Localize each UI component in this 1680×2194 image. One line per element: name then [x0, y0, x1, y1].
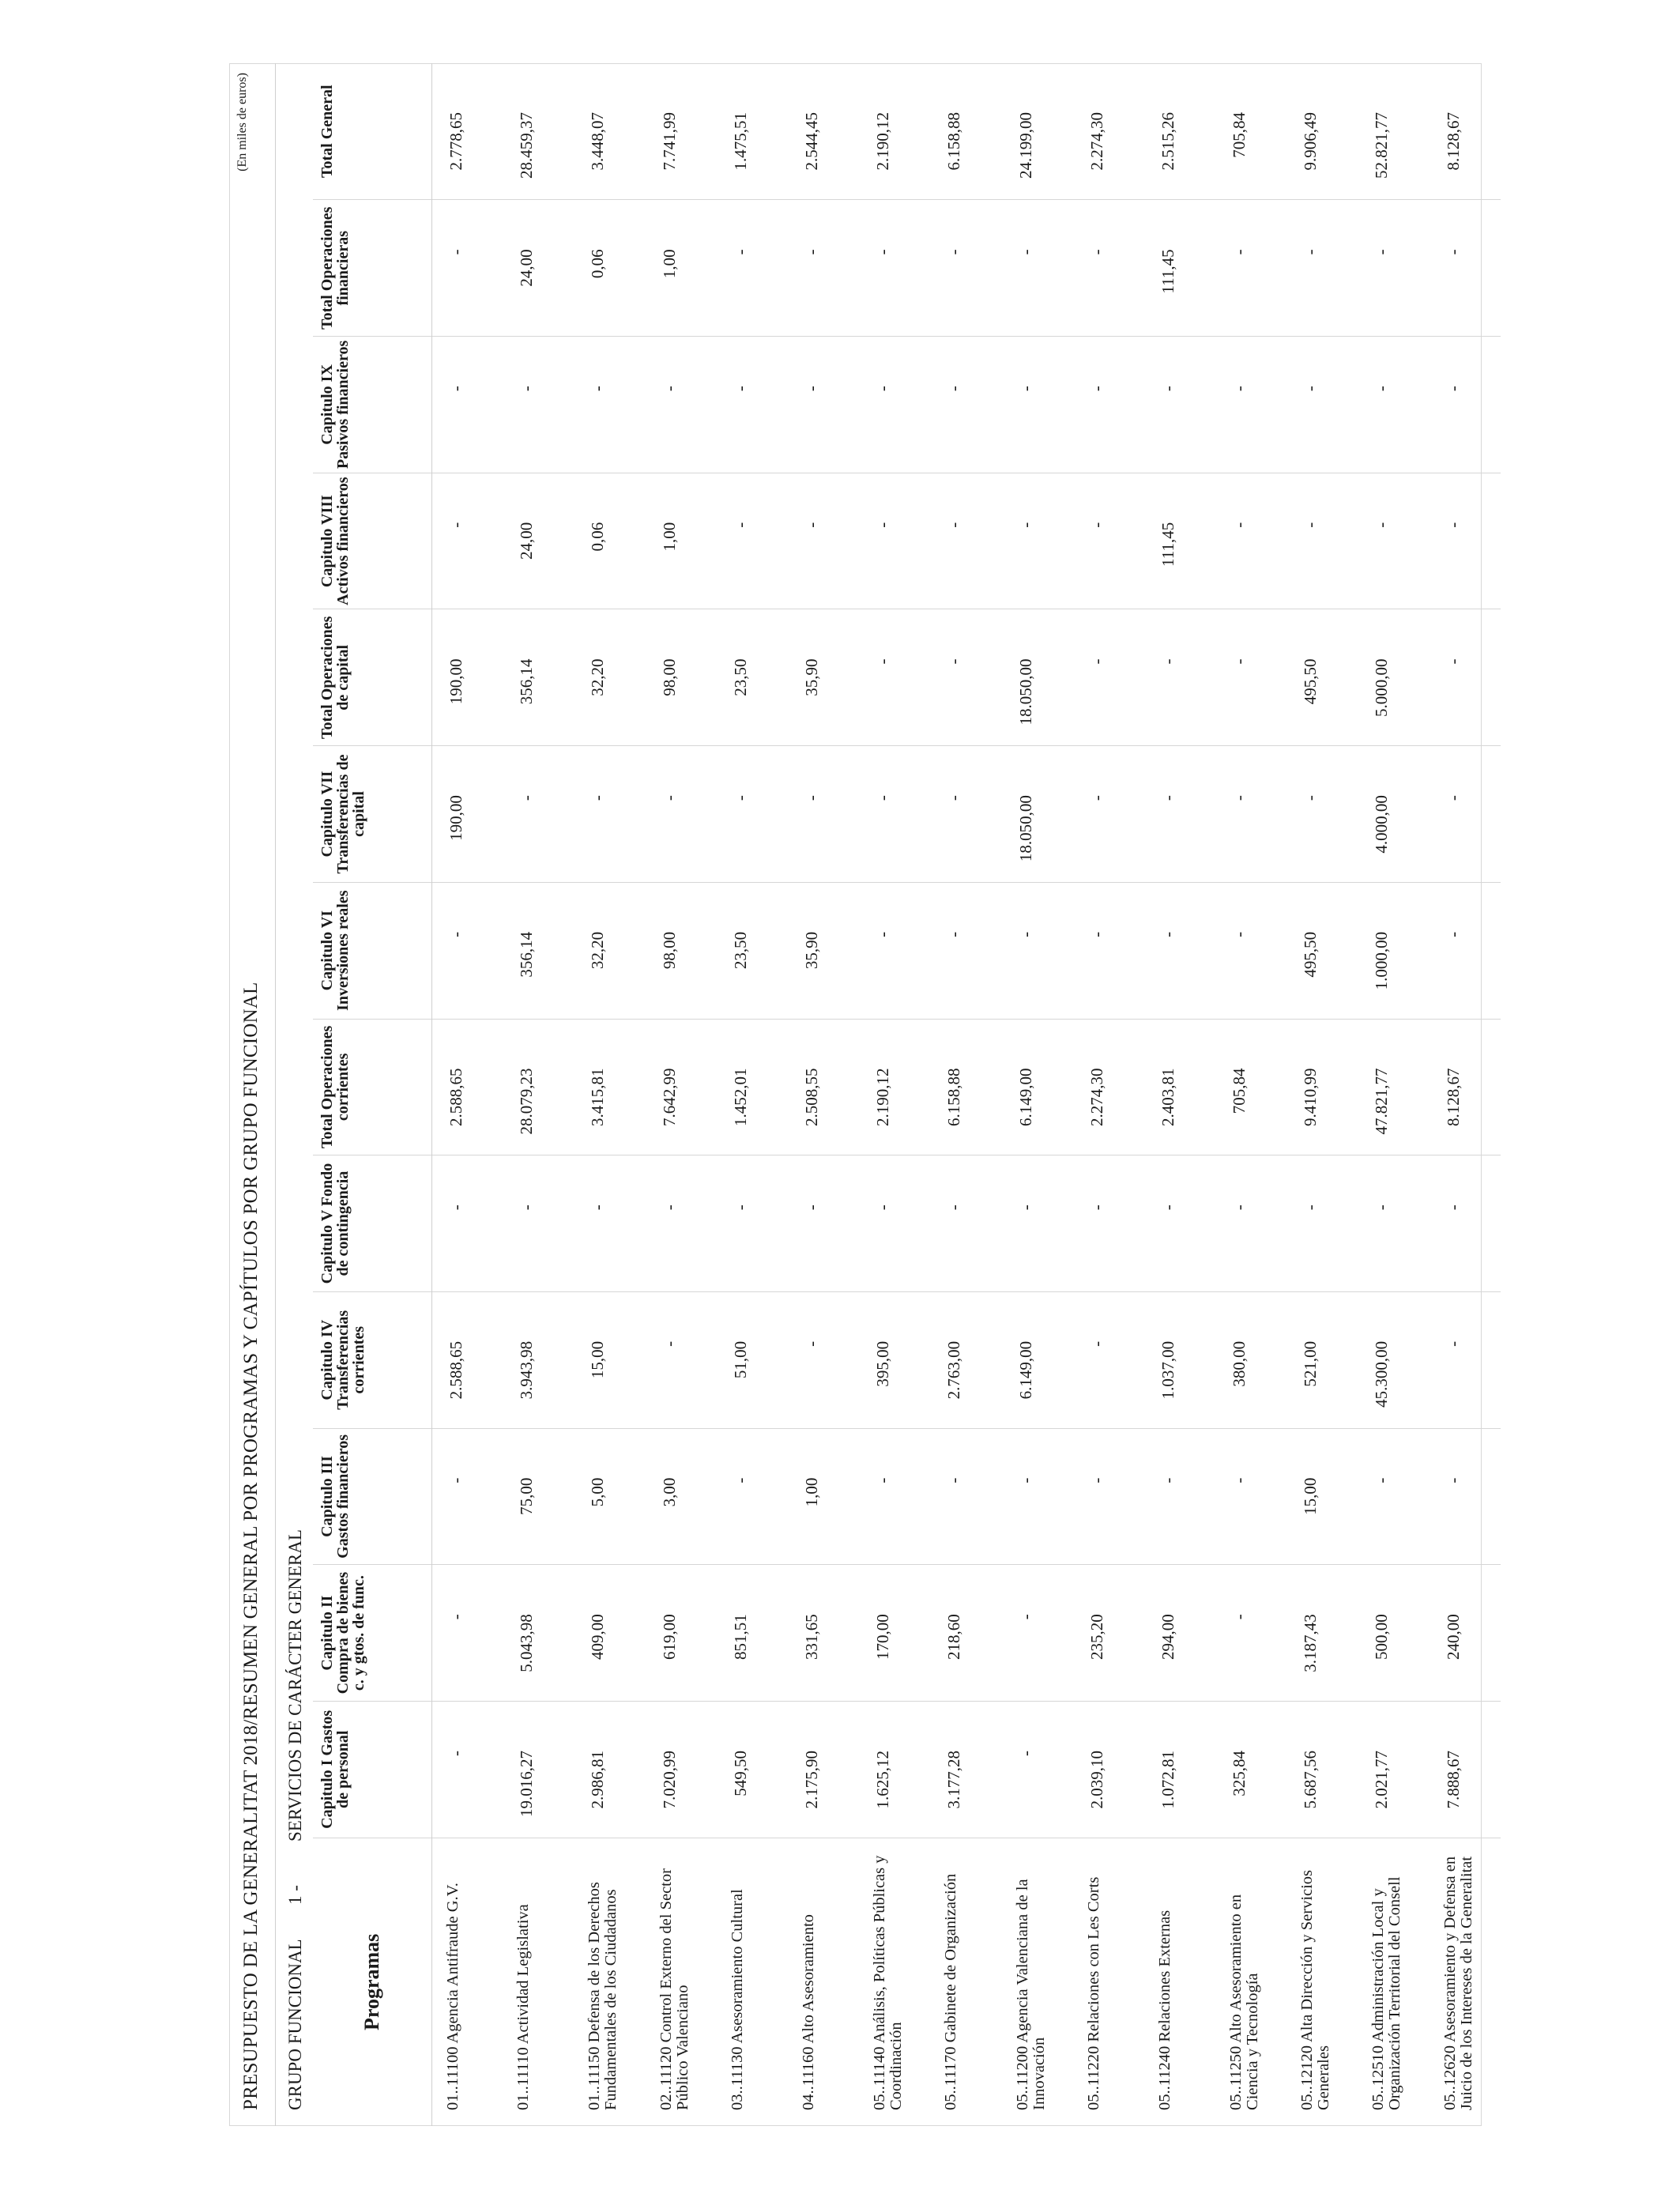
value-cell: 325,84: [1215, 1701, 1286, 1838]
value-cell: 2.175,90: [788, 1701, 859, 1838]
program-name: Agencia Valenciana de la Innovación: [1013, 1879, 1048, 2110]
value-cell: -: [1073, 609, 1144, 746]
value-cell: 8.128,67: [1430, 63, 1501, 200]
value-cell: -: [503, 1155, 574, 1292]
column-header: Capitulo VIII Activos financieros: [313, 473, 431, 609]
value-cell: 51,00: [717, 1291, 788, 1428]
value-cell: -: [717, 200, 788, 337]
value-cell: 47.821,77: [1358, 1019, 1429, 1155]
value-cell: 6.149,00: [1002, 1019, 1073, 1155]
value-cell: 549,50: [717, 1701, 788, 1838]
value-cell: 7.741,99: [646, 63, 717, 200]
value-cell: -: [930, 473, 1001, 609]
program-code: 04..11160: [799, 2046, 817, 2110]
group-label: GRUPO FUNCIONAL: [285, 1939, 305, 2110]
value-cell: 32,20: [574, 609, 645, 746]
report-title: PRESUPUESTO DE LA GENERALITAT 2018/RESUMEN GENERAL POR PROGRAMAS Y CAPÍTULOS POR GRUPO FUNCIONAL: [240, 982, 262, 2110]
value-cell: 6.158,88: [930, 63, 1001, 200]
program-code: 05..12510: [1369, 2045, 1388, 2110]
value-cell: -: [1358, 1428, 1429, 1565]
value-cell: 500,00: [1358, 1565, 1429, 1702]
value-cell: -: [1073, 473, 1144, 609]
value-cell: 111,45: [1144, 200, 1215, 337]
value-cell: -: [1430, 1291, 1501, 1428]
column-header: Total General: [313, 63, 431, 200]
value-cell: -: [503, 746, 574, 883]
value-cell: 705,84: [1215, 1019, 1286, 1155]
value-cell: 331,65: [788, 1565, 859, 1702]
value-cell: -: [930, 1155, 1001, 1292]
value-cell: 7.888,67: [1430, 1701, 1501, 1838]
value-cell: 45.300,00: [1358, 1291, 1429, 1428]
value-cell: 218,60: [930, 1565, 1001, 1702]
value-cell: -: [788, 337, 859, 473]
table-row: [574, 63, 645, 2126]
value-cell: 2.544,45: [788, 63, 859, 200]
value-cell: 2.588,65: [431, 1291, 503, 1428]
value-cell: 1.037,00: [1144, 1291, 1215, 1428]
value-cell: -: [1430, 1155, 1501, 1292]
value-cell: 9.906,49: [1286, 63, 1358, 200]
value-cell: 190,00: [431, 609, 503, 746]
value-cell: 240,00: [1430, 1565, 1501, 1702]
value-cell: -: [717, 1428, 788, 1565]
value-cell: 9.410,99: [1286, 1019, 1358, 1155]
value-cell: -: [1073, 746, 1144, 883]
table-body: [431, 63, 1501, 2126]
program-code: 05..11170: [942, 2046, 960, 2110]
value-cell: 19.016,27: [503, 1701, 574, 1838]
value-cell: -: [1430, 746, 1501, 883]
table-row: [646, 63, 717, 2126]
table-row: [1430, 63, 1501, 2126]
column-header: Total Operaciones corrientes: [313, 1019, 431, 1155]
program-cell: [1073, 1838, 1144, 2126]
program-code: 01..11150: [586, 2046, 604, 2110]
program-code: 02..11120: [657, 2046, 675, 2110]
value-cell: 15,00: [574, 1291, 645, 1428]
program-code: 05..12120: [1298, 2045, 1317, 2110]
value-cell: -: [1430, 473, 1501, 609]
value-cell: -: [859, 337, 930, 473]
program-name: Administración Local y Organización Territorial del Consell: [1369, 1876, 1404, 2110]
table-row: [1358, 63, 1429, 2126]
value-cell: 170,00: [859, 1565, 930, 1702]
value-cell: 2.778,65: [431, 63, 503, 200]
value-cell: 23,50: [717, 882, 788, 1019]
program-name: Actividad Legislativa: [514, 1904, 533, 2045]
program-cell: [574, 1838, 645, 2126]
value-cell: -: [431, 337, 503, 473]
value-cell: -: [1144, 882, 1215, 1019]
column-header: Capitulo V Fondo de contingencia: [313, 1155, 431, 1292]
program-name: Relaciones Externas: [1155, 1909, 1173, 2042]
value-cell: -: [431, 473, 503, 609]
value-cell: 1,00: [646, 200, 717, 337]
program-name: Alto Asesoramiento en Ciencia y Tecnología: [1227, 1894, 1262, 2110]
value-cell: 3.943,98: [503, 1291, 574, 1428]
program-cell: [859, 1838, 930, 2126]
value-cell: 2.508,55: [788, 1019, 859, 1155]
value-cell: -: [930, 337, 1001, 473]
program-name: Alto Asesoramiento: [799, 1914, 817, 2044]
program-code: 05..11220: [1084, 2045, 1102, 2110]
value-cell: -: [1358, 200, 1429, 337]
program-name: Control Externo del Sector Público Valenciano: [657, 1868, 691, 2110]
value-cell: 1.452,01: [717, 1019, 788, 1155]
value-cell: -: [431, 882, 503, 1019]
value-cell: -: [431, 1565, 503, 1702]
program-name: Asesoramiento Cultural: [728, 1889, 746, 2044]
program-cell: [431, 1838, 503, 2126]
value-cell: 5,00: [574, 1428, 645, 1565]
table-row: [1073, 63, 1144, 2126]
value-cell: 32,20: [574, 882, 645, 1019]
rotated-page: [229, 63, 1482, 2126]
budget-table: [313, 63, 1501, 2126]
value-cell: -: [859, 1428, 930, 1565]
value-cell: -: [1286, 1155, 1358, 1292]
value-cell: 2.515,26: [1144, 63, 1215, 200]
value-cell: -: [574, 1155, 645, 1292]
program-cell: [1002, 1838, 1073, 2126]
value-cell: -: [930, 746, 1001, 883]
value-cell: -: [859, 200, 930, 337]
table-row: [1002, 63, 1073, 2126]
value-cell: -: [717, 746, 788, 883]
program-cell: [1286, 1838, 1358, 2126]
value-cell: 98,00: [646, 882, 717, 1019]
value-cell: -: [1215, 882, 1286, 1019]
program-cell: [788, 1838, 859, 2126]
value-cell: 619,00: [646, 1565, 717, 1702]
program-cell: [503, 1838, 574, 2126]
table-row: [503, 63, 574, 2126]
program-name: Agencia Antifraude G.V.: [443, 1883, 461, 2044]
value-cell: -: [431, 1155, 503, 1292]
value-cell: -: [1430, 200, 1501, 337]
column-header: Capitulo VII Transferencias de capital: [313, 746, 431, 883]
table-header-row: [313, 63, 431, 2126]
value-cell: 7.642,99: [646, 1019, 717, 1155]
value-cell: -: [1073, 337, 1144, 473]
value-cell: -: [717, 337, 788, 473]
value-cell: 2.039,10: [1073, 1701, 1144, 1838]
program-cell: [646, 1838, 717, 2126]
table-row: [1286, 63, 1358, 2126]
program-cell: [1144, 1838, 1215, 2126]
value-cell: 705,84: [1215, 63, 1286, 200]
value-cell: 24,00: [503, 200, 574, 337]
value-cell: 495,50: [1286, 882, 1358, 1019]
value-cell: 35,90: [788, 609, 859, 746]
value-cell: 409,00: [574, 1565, 645, 1702]
value-cell: -: [1002, 337, 1073, 473]
value-cell: 395,00: [859, 1291, 930, 1428]
value-cell: 6.149,00: [1002, 1291, 1073, 1428]
value-cell: -: [1002, 200, 1073, 337]
value-cell: -: [1144, 746, 1215, 883]
column-header: Capitulo III Gastos financieros: [313, 1428, 431, 1565]
value-cell: -: [1358, 337, 1429, 473]
value-cell: 0,06: [574, 473, 645, 609]
value-cell: -: [646, 337, 717, 473]
value-cell: -: [717, 473, 788, 609]
value-cell: 0,06: [574, 200, 645, 337]
table-row: [431, 63, 503, 2126]
value-cell: 1.475,51: [717, 63, 788, 200]
value-cell: -: [646, 746, 717, 883]
value-cell: 5.687,56: [1286, 1701, 1358, 1838]
value-cell: 111,45: [1144, 473, 1215, 609]
unit-note: (En miles de euros): [235, 73, 249, 172]
value-cell: -: [1002, 1565, 1073, 1702]
program-code: 05..11240: [1155, 2045, 1173, 2110]
table-row: [859, 63, 930, 2126]
column-header: Capitulo I Gastos de personal: [313, 1701, 431, 1838]
value-cell: 495,50: [1286, 609, 1358, 746]
value-cell: 98,00: [646, 609, 717, 746]
value-cell: 235,20: [1073, 1565, 1144, 1702]
program-code: 05..11140: [871, 2046, 889, 2110]
value-cell: -: [788, 1291, 859, 1428]
value-cell: 24,00: [503, 473, 574, 609]
program-code: 05..11200: [1013, 2045, 1031, 2110]
value-cell: 356,14: [503, 609, 574, 746]
value-cell: -: [1002, 473, 1073, 609]
value-cell: -: [930, 882, 1001, 1019]
value-cell: 6.158,88: [930, 1019, 1001, 1155]
value-cell: 2.403,81: [1144, 1019, 1215, 1155]
value-cell: 3.177,28: [930, 1701, 1001, 1838]
program-name: Defensa de los Derechos Fundamentales de los Ciudadanos: [586, 1882, 620, 2110]
value-cell: 380,00: [1215, 1291, 1286, 1428]
value-cell: 24.199,00: [1002, 63, 1073, 200]
value-cell: -: [1430, 1428, 1501, 1565]
value-cell: 521,00: [1286, 1291, 1358, 1428]
value-cell: -: [1286, 200, 1358, 337]
value-cell: -: [859, 609, 930, 746]
program-name: Gabinete de Organización: [942, 1873, 960, 2043]
value-cell: 2.986,81: [574, 1701, 645, 1838]
value-cell: -: [1144, 1428, 1215, 1565]
value-cell: -: [717, 1155, 788, 1292]
value-cell: -: [1286, 337, 1358, 473]
value-cell: 28.459,37: [503, 63, 574, 200]
value-cell: 190,00: [431, 746, 503, 883]
value-cell: -: [859, 746, 930, 883]
program-name: Asesoramiento y Defensa en Juicio de los Intereses de la Generalitat: [1441, 1856, 1475, 2110]
value-cell: -: [1002, 1701, 1073, 1838]
value-cell: -: [1215, 200, 1286, 337]
value-cell: -: [1002, 882, 1073, 1019]
value-cell: -: [1215, 1155, 1286, 1292]
value-cell: -: [1430, 882, 1501, 1019]
table-row: [1144, 63, 1215, 2126]
value-cell: 1.000,00: [1358, 882, 1429, 1019]
value-cell: 294,00: [1144, 1565, 1215, 1702]
value-cell: -: [431, 1701, 503, 1838]
program-code: 01..11110: [514, 2047, 533, 2110]
value-cell: 2.274,30: [1073, 1019, 1144, 1155]
group-code: 1 -: [285, 1885, 305, 1905]
value-cell: -: [788, 200, 859, 337]
value-cell: 2.190,12: [859, 63, 930, 200]
value-cell: -: [1144, 337, 1215, 473]
value-cell: 18.050,00: [1002, 746, 1073, 883]
program-code: 01..11100: [443, 2046, 461, 2110]
value-cell: -: [1215, 609, 1286, 746]
value-cell: -: [1002, 1155, 1073, 1292]
program-code: 05..11250: [1227, 2045, 1245, 2110]
column-header: Total Operaciones financieras: [313, 200, 431, 337]
value-cell: -: [431, 200, 503, 337]
value-cell: -: [1073, 882, 1144, 1019]
value-cell: -: [1358, 473, 1429, 609]
column-header: Capitulo VI Inversiones reales: [313, 882, 431, 1019]
value-cell: -: [646, 1155, 717, 1292]
column-header: Capitulo IV Transferencias corrientes: [313, 1291, 431, 1428]
value-cell: -: [1215, 1565, 1286, 1702]
value-cell: -: [788, 473, 859, 609]
group-name: SERVICIOS DE CARÁCTER GENERAL: [285, 1529, 305, 1842]
value-cell: -: [646, 1291, 717, 1428]
report-header: [229, 63, 275, 2126]
value-cell: 3.415,81: [574, 1019, 645, 1155]
program-cell: [1430, 1838, 1501, 2126]
value-cell: -: [1073, 1428, 1144, 1565]
value-cell: 5.043,98: [503, 1565, 574, 1702]
value-cell: -: [574, 337, 645, 473]
value-cell: -: [1286, 746, 1358, 883]
program-name: Relaciones con Les Corts: [1084, 1876, 1102, 2042]
table-row: [788, 63, 859, 2126]
program-code: 05..12620: [1441, 2045, 1459, 2110]
value-cell: -: [1073, 1291, 1144, 1428]
column-header-programas: Programas: [313, 1838, 431, 2126]
program-cell: [717, 1838, 788, 2126]
value-cell: -: [1073, 200, 1144, 337]
column-header: Capitulo IX Pasivos financieros: [313, 337, 431, 473]
value-cell: -: [859, 882, 930, 1019]
value-cell: 2.190,12: [859, 1019, 930, 1155]
value-cell: 2.274,30: [1073, 63, 1144, 200]
program-code: 03..11130: [728, 2046, 746, 2110]
value-cell: 1.072,81: [1144, 1701, 1215, 1838]
value-cell: -: [788, 1155, 859, 1292]
value-cell: -: [1286, 473, 1358, 609]
value-cell: 356,14: [503, 882, 574, 1019]
value-cell: -: [930, 609, 1001, 746]
program-name: Alta Dirección y Servicios Generales: [1298, 1869, 1333, 2110]
value-cell: -: [1002, 1428, 1073, 1565]
value-cell: 2.588,65: [431, 1019, 503, 1155]
value-cell: -: [431, 1428, 503, 1565]
value-cell: -: [574, 746, 645, 883]
value-cell: -: [1358, 1155, 1429, 1292]
value-cell: 4.000,00: [1358, 746, 1429, 883]
value-cell: -: [930, 1428, 1001, 1565]
value-cell: -: [1144, 1155, 1215, 1292]
value-cell: 52.821,77: [1358, 63, 1429, 200]
value-cell: 35,90: [788, 882, 859, 1019]
value-cell: -: [1215, 473, 1286, 609]
value-cell: 1,00: [646, 473, 717, 609]
value-cell: 18.050,00: [1002, 609, 1073, 746]
value-cell: 3.448,07: [574, 63, 645, 200]
value-cell: 5.000,00: [1358, 609, 1429, 746]
program-name: Análisis, Políticas Públicas y Coordinación: [871, 1855, 906, 2110]
value-cell: -: [503, 337, 574, 473]
value-cell: -: [859, 1155, 930, 1292]
value-cell: 2.763,00: [930, 1291, 1001, 1428]
program-cell: [1358, 1838, 1429, 2126]
value-cell: 1,00: [788, 1428, 859, 1565]
table-row: [930, 63, 1001, 2126]
value-cell: 1.625,12: [859, 1701, 930, 1838]
value-cell: 3,00: [646, 1428, 717, 1565]
value-cell: -: [1430, 337, 1501, 473]
table-row: [717, 63, 788, 2126]
value-cell: -: [1144, 609, 1215, 746]
value-cell: -: [1215, 337, 1286, 473]
value-cell: 28.079,23: [503, 1019, 574, 1155]
value-cell: 75,00: [503, 1428, 574, 1565]
value-cell: 851,51: [717, 1565, 788, 1702]
functional-group-row: [275, 63, 314, 2126]
program-cell: [1215, 1838, 1286, 2126]
value-cell: -: [930, 200, 1001, 337]
value-cell: -: [859, 473, 930, 609]
value-cell: -: [1073, 1155, 1144, 1292]
value-cell: -: [1430, 609, 1501, 746]
value-cell: 2.021,77: [1358, 1701, 1429, 1838]
value-cell: 23,50: [717, 609, 788, 746]
value-cell: 7.020,99: [646, 1701, 717, 1838]
value-cell: -: [788, 746, 859, 883]
value-cell: 3.187,43: [1286, 1565, 1358, 1702]
table-row: [1215, 63, 1286, 2126]
value-cell: 15,00: [1286, 1428, 1358, 1565]
column-header: Total Operaciones de capital: [313, 609, 431, 746]
value-cell: 8.128,67: [1430, 1019, 1501, 1155]
value-cell: -: [1215, 1428, 1286, 1565]
program-cell: [930, 1838, 1001, 2126]
value-cell: -: [1215, 746, 1286, 883]
column-header: Capitulo II Compra de bienes c. y gtos. de func.: [313, 1565, 431, 1702]
